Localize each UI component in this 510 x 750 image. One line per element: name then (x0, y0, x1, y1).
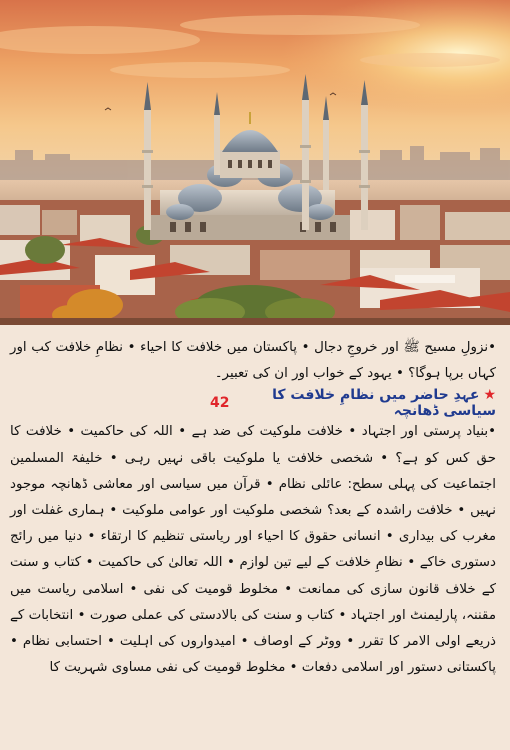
page-number: 42 (210, 395, 230, 412)
mosque-illustration (0, 0, 510, 325)
section-title-wrap (229, 387, 496, 419)
star-icon: ★ (483, 387, 496, 404)
section-heading (10, 387, 496, 420)
cover-photo-mosque-skyline (0, 0, 510, 325)
body-paragraph: •بنیاد پرستی اور اجتہاد • خلافت ملوکیت کی ضد ہے • اللہ کی حاکمیت • خلافت کا حق کس کو ہے؟ • شخصی خلافت یا ملوکیت باقی نہیں رہی • خلیفۃ المسلمین اجتماعیت کی پہلی سطح: عائلی نظام • قرآن میں سیاسی اور معاشی ڈھانچہ موجود نہیں • خلافت راشدہ کے بعد؟ شخصی ملوکیت اور عوامی ملوکیت • ہماری غفلت اور مغرب کی بیداری • انسانی حقوق کا احیاء اور ریاستی تنظیم کا ارتقاء • دنیا میں رائج دستوری خاکے • نظامِ خلافت کے لیے تین لوازم • اللہ تعالیٰ کی حاکمیت • کتاب و سنت کے خلاف قانون سازی کی ممانعت • مخلوط قومیت کی نفی • اسلامی ریاست میں مقننہ، پارلیمنٹ اور اجتہاد • کتاب و سنت کی بالادستی کی عملی صورت • انتخابات کے ذریعے اولی الامر کا تقرر • ووٹر کے اوصاف • امیدواروں کی اہلیت • احتسابی نظام • پاکستانی دستور اور اسلامی دفعات • مخلوط قومیت کی نفی مساوی شہریت کا (10, 424, 496, 676)
content-text (0, 325, 510, 750)
section-title: عہدِ حاضر میں نظامِ خلافت کا سیاسی ڈھانچہ (272, 387, 496, 420)
intro-paragraph: •نزولِ مسیح ﷺ اور خروجِ دجال • پاکستان میں خلافت کا احیاء • نظامِ خلافت کب اور کہاں برپا ہوگا؟ • یہود کے خواب اور ان کی تعبیر۔ (10, 340, 496, 382)
